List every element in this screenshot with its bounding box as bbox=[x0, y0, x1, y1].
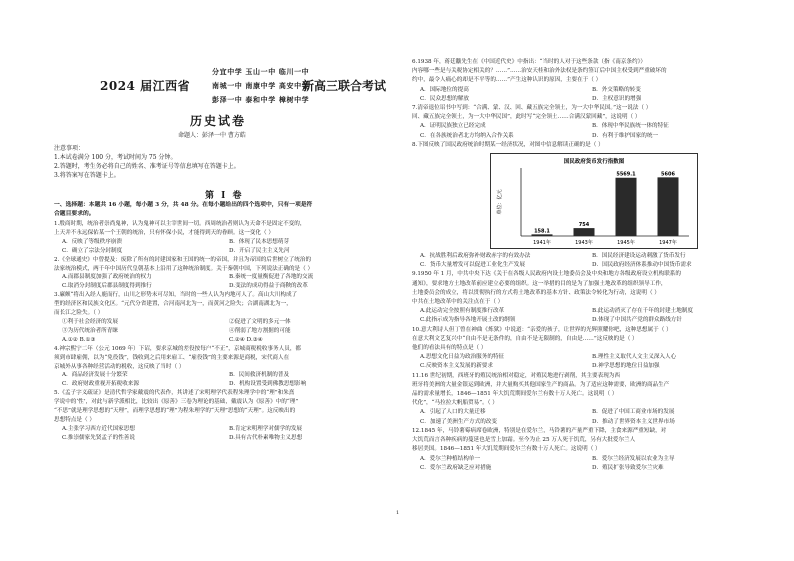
notice-title: 注意事项： bbox=[54, 145, 85, 152]
option-text: A．抗战胜利后政府弥补财政赤字的有效办法 bbox=[420, 253, 531, 260]
option-text: B．体现了民本思想萌芽 bbox=[229, 238, 290, 245]
question-line: 中共在土地改革中的关注点在于（ ） bbox=[412, 299, 504, 306]
question-line: 上天并不永远保佑某一个王朝的统治，只有怀保小民，才能得到天的眷顾。这一变化（ ） bbox=[54, 229, 274, 236]
option-text: B．促进了中国工商业市场的发展 bbox=[592, 409, 675, 416]
bar-1947年 bbox=[658, 177, 679, 236]
question-line: “不思”就是理学思想的“天理”，而理学思想的“理”为程朱理学的“天理”思想的“天理”。这反映出的 bbox=[54, 408, 296, 415]
option-text: C．加速了美洲生产方式的改变 bbox=[420, 418, 497, 425]
schools-row-3: 彭泽一中 泰和中学 樟树中学 bbox=[212, 95, 310, 104]
exam-year: 2024 届江西省 bbox=[100, 79, 191, 93]
subject-title: 历史试卷 bbox=[190, 114, 247, 128]
option-text: C.取消分封制度后郡县制度得到推行 bbox=[62, 283, 152, 290]
option-text: B．爱尔兰经济发展以农业为主导 bbox=[592, 455, 675, 462]
option-text: D．殖民扩张导致爱尔兰灾难 bbox=[592, 464, 664, 471]
option-row bbox=[412, 122, 764, 131]
setter-line: 命题人：彭泽一中 曹方皓 bbox=[178, 132, 246, 139]
option-text: D.神学思想的地位日益加强 bbox=[592, 363, 660, 370]
option-text: A.思想文化日益为政治服务的特征 bbox=[420, 354, 505, 361]
option-row bbox=[412, 95, 764, 104]
right-questions bbox=[412, 58, 764, 150]
option-row bbox=[412, 307, 764, 316]
option-text: ③为历代统治者所青睐 bbox=[62, 327, 118, 334]
option-text: B.秦统一度量衡促进了各地的交流 bbox=[229, 274, 314, 281]
option-text: B．国民经济建设运动刺激了货币发行 bbox=[592, 253, 686, 260]
question-line: 代化”，“马拉拉大帆船贸易”。（ ） bbox=[412, 400, 498, 407]
question-line: 11.16 世纪初期，西班牙的殖民统治相对稳定，对殖民地进行剥削，其主要表现为西 bbox=[412, 372, 620, 379]
option-text: B.理性主义取代人文主义深入人心 bbox=[592, 354, 677, 361]
question-line: 京城外从事各种经营活动的税收，这反映了当时（ ） bbox=[54, 363, 185, 370]
option-text: D．主权意识的增强 bbox=[592, 95, 642, 102]
y-axis-label: 单位：亿元 bbox=[497, 189, 503, 215]
option-row bbox=[412, 86, 764, 95]
option-row bbox=[54, 327, 396, 336]
option-row bbox=[412, 353, 764, 362]
bar-1943年 bbox=[574, 228, 595, 236]
question-line: 班牙将美洲的大量金银运到欧洲，并大量购买其他国家生产的商品。为了适应这种需要，欧洲的商品生产 bbox=[412, 381, 670, 388]
question-line: 型的经济区和民族文化区。“元代分省建置，合河南河北为一，而黄河之险失；合湖南湖北为一， bbox=[54, 301, 292, 308]
question-line: 在意大利文艺复兴中“自由不是无条件的，自由不是无限制的，自由是……”这反映的是（ ） bbox=[412, 335, 638, 342]
question-line: 通知》，要求地方土地改革前应建立必要的组织。这一举措的目的是为了加强土地改革的组织领导工作， bbox=[412, 280, 667, 287]
option-text: B.肯定宋明理学对儒学的发展 bbox=[229, 425, 303, 432]
question-line: 学说中的‘性’，对此与新学派相比，比较出《原善》三卷为理论的基础，戴震认为《原善》中的“理” bbox=[54, 399, 299, 406]
option-text: C．确立了宗法分封制度 bbox=[62, 247, 123, 254]
option-text: C.②④ D.③④ bbox=[229, 336, 263, 343]
option-text: A.此运动完全按照有制度推行改革 bbox=[420, 308, 505, 315]
option-text: A．证明民族独立已经完成 bbox=[420, 123, 486, 130]
bar-1945年 bbox=[616, 178, 637, 236]
question-line: 8.下图反映了国民政府统治时期某一经济状况，对图中信息解读正确的是（ ） bbox=[412, 141, 604, 148]
notice-block bbox=[54, 144, 394, 180]
option-row bbox=[412, 464, 764, 473]
right-questions-cont bbox=[412, 252, 764, 473]
option-row bbox=[54, 425, 396, 434]
question-line: 思想特点是（ ） bbox=[54, 416, 95, 423]
question-line: 1.殷商时期，统治者崇尚鬼神，认为鬼神可以主宰世间一切。西周统治者则认为天命不是固定不变的， bbox=[54, 221, 306, 227]
question-line: 12.1845 年，马铃薯霉病席卷欧洲，特别是在爱尔兰，马铃薯的产量严重下降，主食来源严重短缺，对 bbox=[412, 427, 667, 434]
option-text: D．国民政府经济体系推动中国货币需求 bbox=[592, 262, 692, 269]
left-questions bbox=[54, 220, 396, 443]
question-line: 土地委员会的成立，将以贯彻执行的方式将土地改革的基本方针、政策法令转化为行动，这说明（ ） bbox=[412, 289, 660, 296]
page-number: 1 bbox=[396, 510, 400, 516]
chart-svg bbox=[491, 154, 697, 248]
option-row bbox=[54, 380, 396, 389]
section-heading bbox=[54, 201, 398, 219]
question-line: 2.《全球通史》中曾提及：废除了所有的封建国家和王国的统一的帝国，并且为帝国的后世树立了统治的 bbox=[54, 256, 312, 263]
data-label: 158.1 bbox=[534, 228, 550, 235]
notice-item: 2.答题时，考生务必将自己的姓名、准考证号等信息填写在答题卡上。 bbox=[54, 163, 240, 170]
volume-title: 第 I 卷 bbox=[205, 191, 244, 201]
question-line: 10.意大利诗人但丁曾在神曲《炼狱》中说道：“亲爱的孩子，让世界的光辉照耀你吧，这种思想属于（ ） bbox=[412, 326, 672, 333]
option-row bbox=[54, 371, 396, 380]
option-text: A．引起了人口的大量迁移 bbox=[420, 409, 486, 416]
option-text: A.①② B.①③ bbox=[62, 336, 96, 343]
option-text: ①利于社会经济的发展 bbox=[62, 318, 118, 325]
question-line: 5.《孟子字义疏证》是清代哲学家戴震的代表作，其讲述了宋明理学代表程朱理学中的“理”和朱熹 bbox=[54, 390, 295, 397]
question-line: 品的需求量增长，1846—1851 年大饥荒期间爱尔兰有数十万人死亡。这说明（ ） bbox=[412, 391, 618, 398]
question-line: 4.神宗熙宁二年（公元 1069 年）下诏，要求京城的差役按每户“不正”，京城商税税收事务人员，都 bbox=[54, 345, 302, 352]
option-row bbox=[412, 408, 764, 417]
question-line: 约中，最令人痛心的却是不平等的……”产生这种认识的原因，主要在于（ ） bbox=[412, 77, 602, 84]
option-row bbox=[54, 282, 396, 291]
option-text: ②促进了文明的多元一体 bbox=[229, 318, 291, 325]
option-text: C．政府财政重视开拓税收来源 bbox=[62, 381, 139, 388]
notice-item: 3.将答案写在答题卡上。 bbox=[54, 172, 120, 179]
option-text: C．民众思想的解放 bbox=[420, 95, 470, 102]
currency-chart bbox=[490, 153, 698, 249]
option-text: D．推动了世界资本主义世界市场 bbox=[592, 418, 675, 425]
option-text: D.具有古代朴素唯物主义思想 bbox=[229, 434, 303, 441]
section-line: 合题目要求的。 bbox=[54, 211, 95, 217]
question-line: 3.廉颇“将出入经人鹿而行，山川之形势未可尽知，当时的一些人认为内地可人了。高山大川构成了 bbox=[54, 292, 298, 299]
option-row bbox=[54, 247, 396, 256]
question-line: 须到市肆雇佣，以为“免役钱”，钱收到之后用来雇工、“雇役钱”的主要来源是商税，宋代商人在 bbox=[54, 354, 290, 361]
option-row bbox=[412, 362, 764, 371]
category-label: 1945年 bbox=[617, 240, 635, 247]
option-text: C.推崇儒家先贤孟子的性善说 bbox=[62, 434, 135, 441]
question-line: 6.1938 年，蒋廷黻先生在《中国近代史》中指出：“当时的人对于这些条款（指《南京条约》） bbox=[412, 59, 646, 65]
option-text: C．爱尔兰政府缺乏应对措施 bbox=[420, 464, 492, 471]
option-text: A．国际地位的提高 bbox=[420, 86, 469, 93]
option-text: A.而郡县制度加强了政府统治的权力 bbox=[62, 274, 152, 281]
category-label: 1941年 bbox=[533, 240, 551, 247]
option-text: C.此指示成为指导各地开展土改的纲领 bbox=[420, 317, 516, 324]
option-text: A．商品经济发展十分繁荣 bbox=[62, 372, 128, 379]
option-row bbox=[54, 318, 396, 327]
option-row bbox=[54, 238, 396, 247]
question-line: 7.清帝退位诏书中写到：“合满、蒙、汉、回、藏五族完全领土，为一大中华民国。”这一说法（ ） bbox=[412, 105, 652, 112]
exam-name: 新高三联合考试 bbox=[302, 79, 387, 93]
question-line: 法家统治模式，两千年中国历代皇朝基本上沿用了这种统治制度。关于秦朝中国，下列说法正确的是（ ） bbox=[54, 265, 314, 272]
right-column bbox=[412, 58, 764, 473]
question-line: 移居美国。1846—1851 年大饥荒期间爱尔兰有数十万人死亡。这说明（ ） bbox=[412, 446, 601, 453]
option-text: D．有利于维护国家的统一 bbox=[592, 132, 659, 139]
category-label: 1943年 bbox=[575, 240, 593, 247]
option-row bbox=[412, 455, 764, 464]
bar-1941年 bbox=[532, 234, 553, 236]
option-text: D.变法的成功得益于商鞅的改革 bbox=[229, 283, 308, 290]
option-text: ④削弱了地方割据的可能 bbox=[229, 327, 291, 334]
schools-row-2: 南城一中 南康中学 高安中学 bbox=[212, 81, 310, 90]
question-line: 回、藏五族完全领土，为一大中华民国”，此时写“完全领土……合满汉蒙回藏”，这说明（ ） bbox=[412, 114, 641, 121]
question-line: 而长江之险失。（ ） bbox=[54, 310, 104, 317]
option-text: B.此运动消灭了存在千年的封建土地制度 bbox=[592, 308, 693, 315]
question-line: 内容哪一些是与关税协定相关的？……”……治安天桂和治外法权是条约签订后中国主权受到严重破坏的 bbox=[412, 68, 667, 75]
option-text: B．体现中华民族统一体的特征 bbox=[592, 123, 669, 130]
option-text: A．反映了等级秩序崩溃 bbox=[62, 238, 122, 245]
option-text: C．货币大量增发可以促进工业化生产发展 bbox=[420, 262, 525, 269]
option-row bbox=[412, 316, 764, 325]
chart-title: 国民政府货币发行指数图 bbox=[563, 159, 625, 166]
question-line: 大饥荒而言各种疾病的蔓延也是雪上加霜。至今为止 25 万人死于饥荒，另有大批爱尔兰人 bbox=[412, 437, 636, 444]
option-text: C.反映资本主义发展的新要求 bbox=[420, 363, 493, 370]
section-line: 一、选择题：本题共 16 小题，每小题 3 分，共 48 分。在每小题给出的四个选项中，只有一项是符 bbox=[54, 202, 313, 208]
option-row bbox=[412, 252, 764, 261]
option-row bbox=[412, 261, 764, 270]
option-text: A．爱尔兰种植结构单一 bbox=[420, 455, 480, 462]
option-row bbox=[54, 434, 396, 443]
category-label: 1947年 bbox=[659, 240, 677, 247]
option-row bbox=[412, 132, 764, 141]
option-text: A.主张学习西方近代国家思想 bbox=[62, 425, 135, 432]
option-row bbox=[54, 273, 396, 282]
data-label: 5569.1 bbox=[616, 171, 636, 178]
data-label: 5606 bbox=[661, 171, 675, 178]
option-text: B．民间救济机制的普及 bbox=[229, 372, 290, 379]
option-text: C．在各族统治者北方均纳入合作关系 bbox=[420, 132, 514, 139]
option-text: D.体现了中国共产党的群众路线方针 bbox=[592, 317, 682, 324]
schools-row-1: 分宜中学 玉山一中 临川一中 bbox=[212, 67, 310, 76]
data-label: 754 bbox=[578, 222, 590, 229]
notice-item: 1.本试卷满分 100 分，考试时间为 75 分钟。 bbox=[54, 154, 177, 161]
option-text: B．外交策略的转变 bbox=[592, 86, 641, 93]
option-row bbox=[412, 418, 764, 427]
option-text: D．机构设置受到佛教思想影响 bbox=[229, 381, 307, 388]
question-line: 他们的看法具有的特点是（ ） bbox=[412, 345, 487, 352]
option-text: D．开启了民主主义先河 bbox=[229, 247, 290, 254]
option-row bbox=[54, 336, 396, 345]
question-line: 9.1950 年 1 月，中共中央下达《关于在各级人民政府内设土地委员会及中央和地方各级政府设立机构联系的 bbox=[412, 271, 681, 278]
